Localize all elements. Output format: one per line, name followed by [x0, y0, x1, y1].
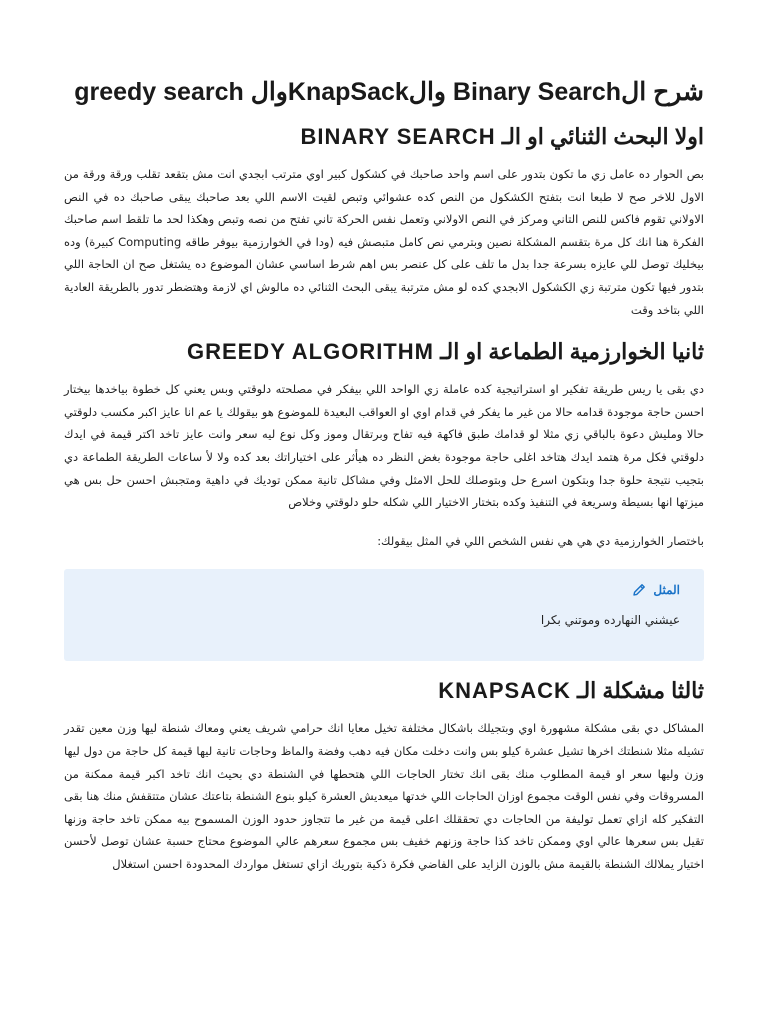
- section-heading-knapsack: [64, 676, 704, 706]
- knapsack-paragraph: المشاكل دي بقى مشكلة مشهورة اوي وبتجيلك باشكال مختلفة تخيل معايا انك حرامي شريف يعني ومعاك شنطة ليها وزن معين تقدر تشيله مثلا شنطتك اخرها تشيل عشرة كيلو بس وانت دخلت مكان فيه دهب وفضة والماظ وحاجات تانية ليها قيمة كل حاجة من دول ليها وزن وليها سعر او قيمة المطلوب منك بقى انك تختار الحاجات اللي هتحطها في الشنطة دي بحيث انك تاخد اكبر قيمة ممكنة من المسروقات وفي نفس الوقت مجموع اوزان الحاجات اللي خدتها ميعديش العشرة كيلو بنوع الشنطة بتاعتك عشان متتقفش منك هنا بقى التفكير كله ازاي تعمل توليفة من الحاجات دي تحققلك اعلى قيمة من غير ما تتجاوز حدود الوزن المسموح بيه ممكن تاخد حاجة وزنها تقيل بس سعرها عالي اوي وممكن تاخد كذا حاجة وزنهم خفيف بس مجموع سعرهم عالي الموضوع محتاج حسبة عشان توصل لأحسن اختيار يملالك الشنطة بالقيمة مش بالوزن الزايد على الفاضي فكرة ذكية بتوريك ازاي تستغل مواردك المحدودة احسن استغلال: [64, 721, 704, 871]
- greedy-paragraph: دي بقى يا ريس طريقة تفكير او استراتيجية كده عاملة زي الواحد اللي بيفكر في مصلحته دلوقتي وبس يعني كل خطوة بياخدها بيختار احسن حاجة موجودة قدامه حالا من غير ما يفكر في قدام اوي او العواقب البعيدة للموضوع هو بيقولك يا عم انا عايز اكبر مكسب دلوقتي حالا ومليش دعوة بالباقي زي مثلا لو قدامك طبق فاكهة فيه تفاح وبرتقال وموز وكل نوع ليه سعر وانت عايز تاخد اكتر قيمة في ايدك دلوقتي فكل مرة هتمد ايدك هتاخد اغلى حاجة موجودة بغض النظر ده هيأثر على اختياراتك بعد كده ولا لأ ساعات الطريقة الطماعة دي بتجيب نتيجة حلوة جدا وبتكون اسرع حل وبتوصلك للحل الامثل وفي مشاكل تانية ممكن توديك في داهية ومتجبش احسن حل بس هي ميزتها انها بسيطة وسريعة في التنفيذ وكده بتختار الاختيار اللي شكله حلو دلوقتي وخلاص: [64, 382, 704, 510]
- section-heading-greedy: [64, 337, 704, 367]
- example-label: المثل: [653, 583, 680, 598]
- heading-arabic-text: ثالثا مشكلة الـ: [577, 678, 704, 704]
- pencil-icon: [631, 582, 647, 598]
- binary-search-paragraph: بص الحوار ده عامل زي ما تكون بتدور على اسم واحد صاحبك في كشكول كبير اوي مترتب ابجدي انت مش بتقعد تقلب ورقة ورقة من الاول للاخر صح لا طبعا انت بتفتح الكشكول من النص كده عشوائي وتبص لقيت الاسم اللي بعد صاحبك يبقى صاحبك ده في النص الاولاني تقوم فاكس للنص التاني ومركز في النص الاولاني وتعمل نفس الحركة تاني تفتح من نصه وتبص وهكذا لحد ما تلقط اسم صاحبك الفكرة هنا انك كل مرة بتقسم المشكلة نصين وبترمي نص كامل متبصش فيه (ودا في الخوارزمية بيوفر طاقه Computing كبيرة) وده بيخليك توصل للي عايزه بسرعة جدا بدل ما تلف على كل عنصر بس اهم شرط اساسي عشان الموضوع ده يشتغل صح ان الحاجة اللي بتدور فيها تكون مترتبة زي الكشكول الابجدي كده لو مش مترتبة يبقى البحث الثنائي ده مالوش اي لازمة وهتضطر تدور بالطريقة العادية اللي بتاخد وقت: [64, 167, 704, 317]
- example-callout: [64, 569, 704, 661]
- example-quote: عيشني النهارده وموتني بكرا: [540, 613, 680, 628]
- page-title: شرح الBinary Search والKnapSackوال greedy search: [74, 78, 704, 106]
- section-heading-binary-search: [64, 122, 704, 152]
- example-header: [88, 579, 680, 601]
- greedy-summary: باختصار الخوارزمية دي هي هي نفس الشخص اللي في المثل بيقولك:: [377, 533, 704, 548]
- heading-english-text: GREEDY ALGORITHM: [186, 339, 434, 365]
- heading-arabic-text: اولا البحث الثنائي او الـ: [501, 124, 704, 149]
- heading-arabic-text: ثانيا الخوارزمية الطماعة او الـ: [440, 339, 704, 365]
- heading-english-text: KNAPSACK: [438, 678, 571, 704]
- heading-english-text: BINARY SEARCH: [300, 124, 496, 149]
